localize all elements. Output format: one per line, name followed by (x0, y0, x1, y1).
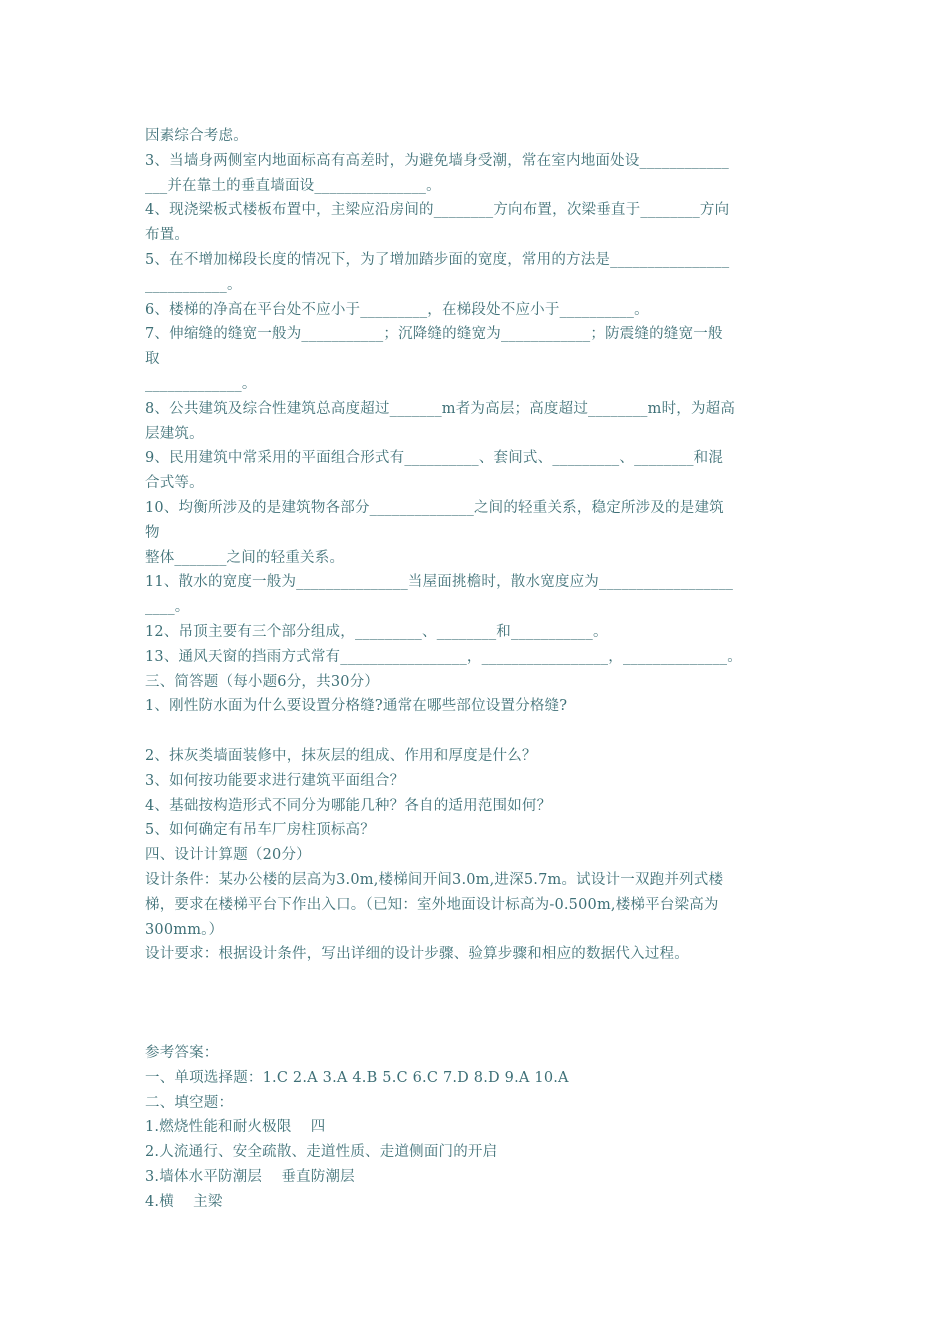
section-heading: 三、简答题（每小题6分，共30分） (145, 673, 380, 690)
spacer (145, 967, 810, 1041)
text-line: 合式等。 (145, 475, 204, 492)
text-line: 一、单项选择题：1.C 2.A 3.A 4.B 5.C 6.C 7.D 8.D 9.A 10.A (145, 1069, 569, 1086)
text-line: 2、抹灰类墙面装修中，抹灰层的组成、作用和厚度是什么？ (145, 747, 537, 764)
text-line: 13、通风天窗的挡雨方式常有_________________，_________________，______________。 (145, 648, 742, 665)
text-line: 8、公共建筑及综合性建筑总高度超过_______m者为高层；高度超过________m时，为超高 (145, 400, 736, 417)
text-line: 整体_______之间的轻重关系。 (145, 549, 345, 566)
text-line: 4.横 主梁 (145, 1193, 223, 1210)
text-line: 层建筑。 (145, 425, 204, 442)
blank-line (145, 719, 810, 744)
text-line: 1.燃烧性能和耐火极限 四 (145, 1119, 326, 1136)
text-line: 9、民用建筑中常采用的平面组合形式有__________、套间式、_________、________和混 (145, 450, 724, 467)
document-body (145, 124, 810, 1215)
text-line: 10、均衡所涉及的是建筑物各部分______________之间的轻重关系，稳定所涉及的是建筑 (145, 499, 724, 516)
section-short-answer-and-design (145, 744, 810, 967)
text-line: 11、散水的宽度一般为_______________当屋面挑檐时，散水宽度应为__________________ (145, 574, 734, 591)
section-fill-in-questions (145, 124, 810, 719)
text-line: 3.墙体水平防潮层 垂直防潮层 (145, 1169, 355, 1186)
text-line: ___并在靠土的垂直墙面设_______________。 (145, 177, 441, 194)
text-line: 1、刚性防水面为什么要设置分格缝?通常在哪些部位设置分格缝? (145, 698, 568, 715)
section-heading: 四、设计计算题（20分） (145, 847, 311, 864)
text-line: 300mm。） (145, 921, 224, 938)
text-line: 2.人流通行、安全疏散、走道性质、走道侧面门的开启 (145, 1144, 498, 1161)
text-line: 3、当墙身两侧室内地面标高有高差时，为避免墙身受潮，常在室内地面处设____________ (145, 152, 729, 169)
text-line: _____________。 (145, 375, 257, 392)
text-line: 二、填空题： (145, 1094, 234, 1111)
text-line: 5、在不增加梯段长度的情况下，为了增加踏步面的宽度，常用的方法是________________ (145, 251, 730, 268)
text-line: 取 (145, 351, 160, 368)
text-line: 设计条件：某办公楼的层高为3.0m,楼梯间开间3.0m,进深5.7m。试设计一双跑并列式楼 (145, 871, 724, 888)
text-line: 4、基础按构造形式不同分为哪能几种？各自的适用范围如何？ (145, 797, 552, 814)
text-line: 物 (145, 524, 160, 541)
text-line: 6、楼梯的净高在平台处不应小于_________，在梯段处不应小于__________。 (145, 301, 649, 318)
text-line: 梯，要求在楼梯平台下作出入口。（已知：室外地面设计标高为-0.500m,楼梯平台梁高为 (145, 896, 719, 913)
section-heading: 参考答案： (145, 1045, 219, 1062)
text-line: 4、现浇梁板式楼板布置中，主梁应沿房间的________方向布置，次梁垂直于________方向 (145, 202, 730, 219)
text-line: ____。 (145, 599, 190, 616)
text-line: 因素综合考虑。 (145, 128, 248, 144)
section-reference-answers (145, 1041, 810, 1215)
text-line: 设计要求：根据设计条件，写出详细的设计步骤、验算步骤和相应的数据代入过程。 (145, 946, 689, 963)
text-line: ___________。 (145, 276, 242, 293)
text-line: 5、如何确定有吊车厂房柱顶标高？ (145, 822, 375, 839)
text-line: 布置。 (145, 227, 190, 244)
text-line: 3、如何按功能要求进行建筑平面组合？ (145, 772, 405, 789)
text-line: 12、吊顶主要有三个部分组成，_________、________和___________。 (145, 623, 608, 640)
text-line: 7、伸缩缝的缝宽一般为___________；沉降缝的缝宽为____________；防震缝的缝宽一般 (145, 326, 723, 343)
